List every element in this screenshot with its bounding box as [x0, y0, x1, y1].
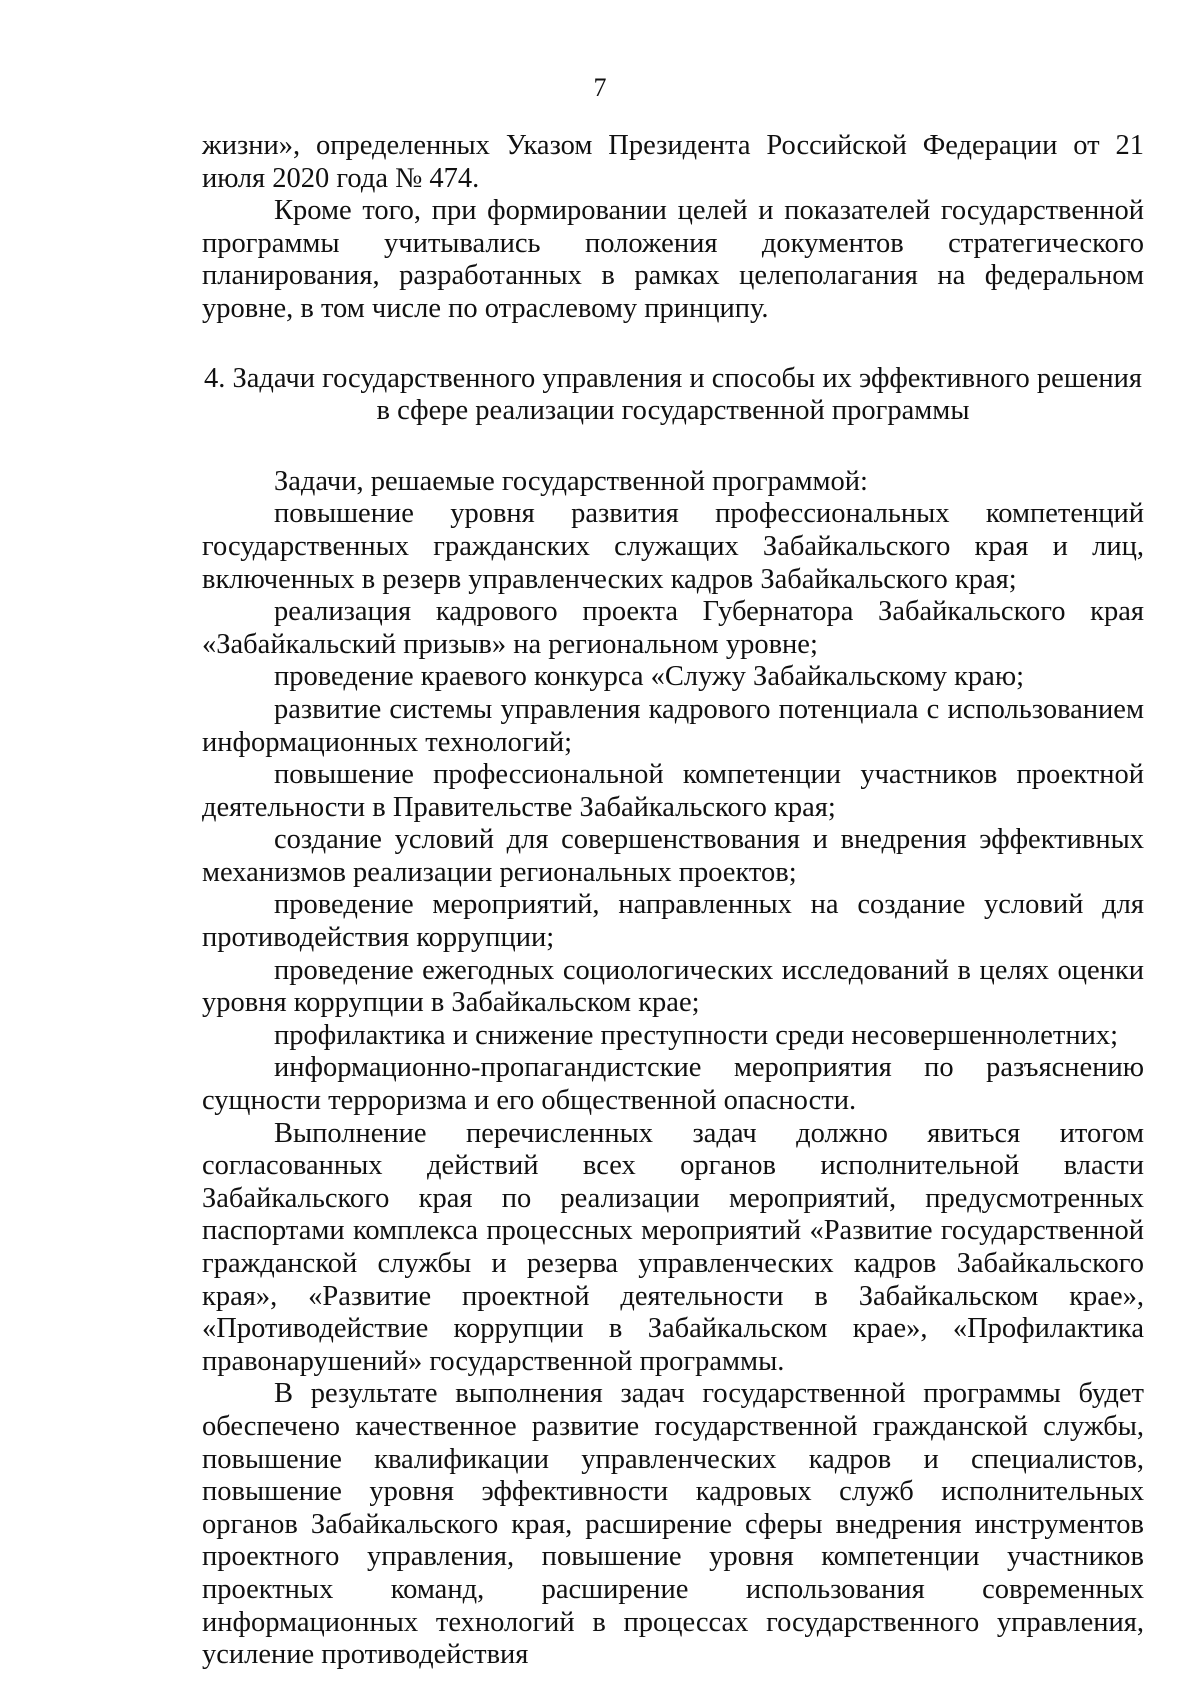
task-item: развитие системы управления кадрового потенциала с использованием информационных технологий; — [202, 693, 1144, 758]
section-heading — [202, 363, 1144, 428]
paragraph-results: В результате выполнения задач государственной программы будет обеспечено качественное развитие государственной гражданской службы, повышение квалификации управленческих кадров и специалистов, повышение уровня эффективности кадровых служб исполнительных органов Забайкальского края, расширение сферы внедрения инструментов проектного управления, повышение уровня компетенции участников проектных команд, расширение использования современных информационных технологий в процессах государственного управления, усиление противодействия — [202, 1378, 1144, 1671]
task-item: информационно-пропагандистские мероприятия по разъяснению сущности терроризма и его общественной опасности. — [202, 1052, 1144, 1117]
paragraph-intro-continuation: жизни», определенных Указом Президента Российской Федерации от 21 июля 2020 года № 474. — [202, 130, 1144, 194]
tasks-intro: Задачи, решаемые государственной программой: — [274, 465, 868, 497]
section-heading-line-2: в сфере реализации государственной программы — [376, 395, 970, 427]
task-item: проведение краевого конкурса «Служу Забайкальскому краю; — [274, 661, 1025, 693]
task-item: создание условий для совершенствования и внедрения эффективных механизмов реализации региональных проектов; — [202, 824, 1144, 888]
task-item: повышение профессиональной компетенции участников проектной деятельности в Правительстве Забайкальского края; — [202, 759, 1144, 823]
page-number: 7 — [593, 73, 607, 102]
paragraph-intro: Кроме того, при формировании целей и показателей государственной программы учитывались положения документов стратегического планирования, разработанных в рамках целеполагания на федеральном уровне, в том числе по отраслевому принципу. — [202, 195, 1144, 324]
document-body — [202, 130, 1144, 1672]
task-item: проведение ежегодных социологических исследований в целях оценки уровня коррупции в Забайкальском крае; — [202, 954, 1144, 1019]
task-item: реализация кадрового проекта Губернатора Забайкальского края «Забайкальский призыв» на региональном уровне; — [202, 596, 1144, 660]
task-item: проведение мероприятий, направленных на создание условий для противодействия коррупции; — [202, 889, 1144, 954]
section-heading-line-1: 4. Задачи государственного управления и способы их эффективного решения — [203, 362, 1143, 394]
task-item: повышение уровня развития профессиональных компетенций государственных гражданских служащих Забайкальского края и лиц, включенных в резерв управленческих кадров Забайкальского края; — [202, 498, 1144, 595]
task-item: профилактика и снижение преступности среди несовершеннолетних; — [274, 1019, 1118, 1051]
paragraph-execution: Выполнение перечисленных задач должно явиться итогом согласованных действий всех органов исполнительной власти Забайкальского края по реализации мероприятий, предусмотренных паспортами комплекса процессных мероприятий «Развитие государственной гражданской службы и резерва управленческих кадров Забайкальского края», «Развитие проектной деятельности в Забайкальском крае», «Противодействие коррупции в Забайкальском крае», «Профилактика правонарушений» государственной программы. — [202, 1117, 1144, 1377]
